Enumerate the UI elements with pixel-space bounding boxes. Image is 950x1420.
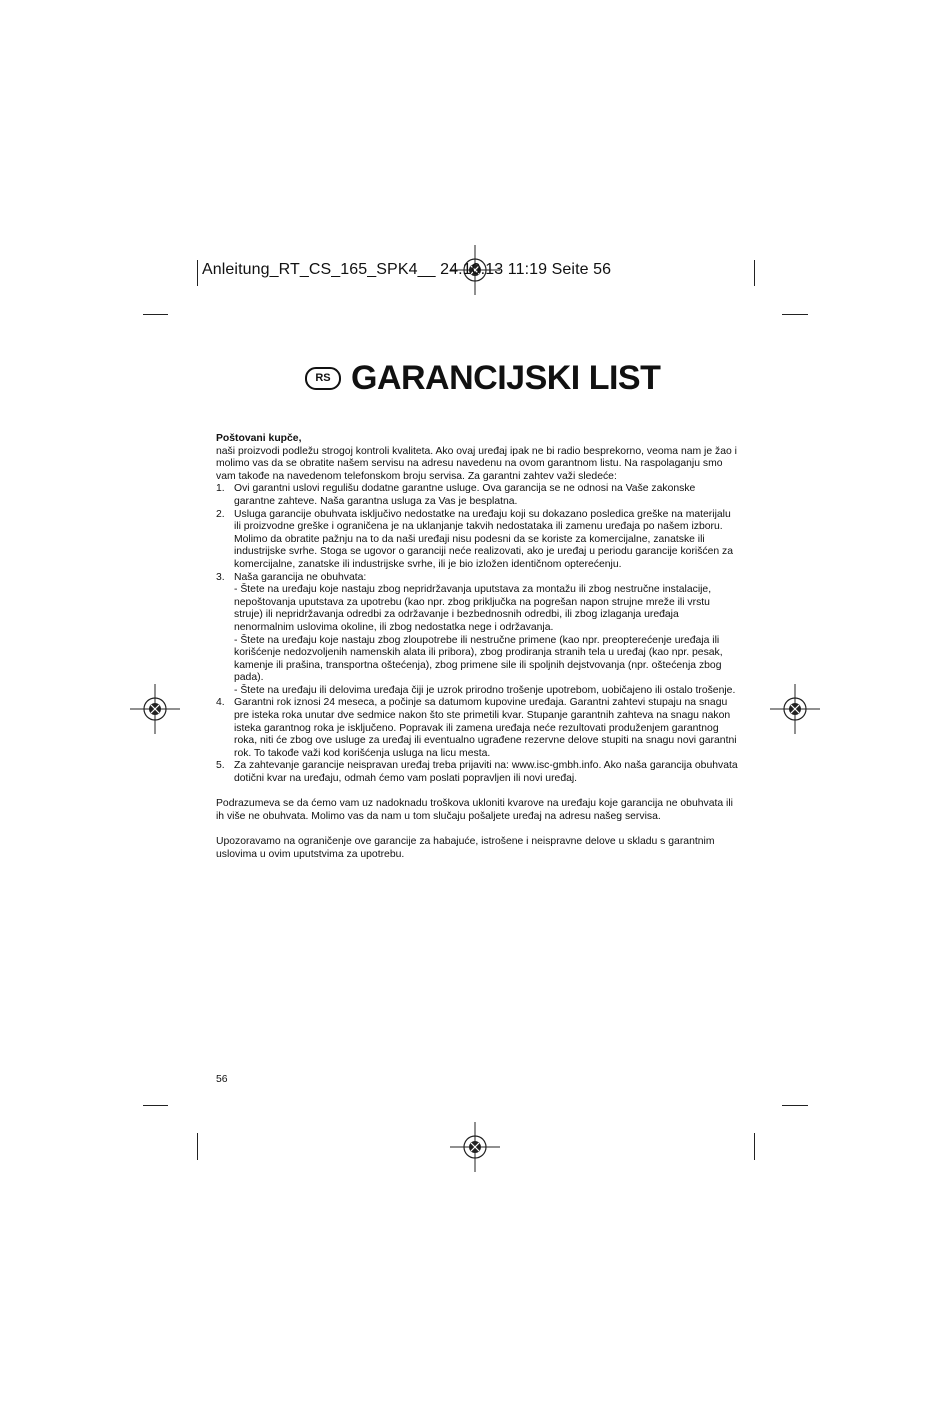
print-slug-header: Anleitung_RT_CS_165_SPK4__ 24.10.13 11:19 Seite 56 [202, 261, 612, 278]
page-number: 56 [216, 1074, 228, 1085]
crop-mark-top-left-h [143, 314, 168, 315]
list-item [216, 483, 738, 508]
list-subitem: - Štete na uređaju koje nastaju zbog nepridržavanja uputstava za montažu ili zbog nestručne instalacije, nepoštovanja uputstava za upotrebu (kao npr. zbog priključka na pogrešan napon strujne mreže ili vrstu struje) ili nepridržavanja odredbi za održavanje i bezbednosnih odredbi, ili zbog izlaganja uređaja nenormalnim uslovima okoline, ili zbog nedostatka nege i održavanja. [234, 584, 712, 633]
crop-mark-top-right-h [782, 314, 808, 315]
limitation-paragraph: Upozoravamo na ograničenje ove garancije za habajuće, istrošene i neispravne delove u skladu s garantnim uslovima u ovim uputstvima za upotrebu. [216, 836, 715, 860]
crop-mark-bottom-left [197, 1133, 198, 1160]
intro-paragraph: naši proizvodi podležu strogoj kontroli kvaliteta. Ako ovaj uređaj ipak ne bi radio besprekorno, veoma nam je žao i molimo vas da se obratite našem servisu na adresu navedenu na ovom garantnom listu. Na raspolaganju smo vam takođe na navedenom telefonskom broju servisa. Za garantni zahtev važi sledeće: [216, 445, 737, 482]
list-item-text: Za zahtevanje garancije neispravan uređaj treba prijaviti na: www.isc-gmbh.info. Ako naša garancija obuhvata dotični kvar na uređaju, odmah ćemo vam poslati popravljen ili novi uređaj. [234, 760, 738, 785]
country-badge: RS [305, 367, 341, 390]
list-item-text: Naša garancija ne obuhvata: [234, 571, 367, 583]
crop-mark-top-right [754, 260, 755, 286]
list-subitem: - Štete na uređaju ili delovima uređaja čiji je uzrok prirodno trošenje upotrebom, uobičajeno ili ostalo trošenje. [234, 684, 736, 696]
list-item-number: 1. [216, 483, 225, 495]
warranty-conditions-list [216, 483, 738, 785]
list-item-number: 3. [216, 571, 225, 583]
list-item-number: 5. [216, 760, 225, 772]
crop-mark-bottom-right [754, 1133, 755, 1160]
list-subitem: - Štete na uređaju koje nastaju zbog zloupotrebe ili nestručne primene (kao npr. preopterećenje uređaja ili korišćenje nedozvoljenih namenskih alata ili pribora), zbog prodiranja stranih tela u uređaj (kao npr. pesak, kamenje ili prašina, transportna oštećenja), zbog primene sile ili spoljnih dejstvovanja (npr. oštećenja zbog pada). [234, 634, 723, 684]
list-item-number: 4. [216, 697, 225, 709]
list-item-number: 2. [216, 508, 225, 520]
registration-mark-bottom-icon [450, 1122, 500, 1172]
registration-mark-left-icon [130, 684, 180, 734]
repair-paragraph: Podrazumeva se da ćemo vam uz nadoknadu troškova ukloniti kvarove na uređaju koje garancija ne obuhvata ili ih više ne obuhvata. Molimo vas da nam u tom slučaju pošaljete uređaj na adresu našeg servisa. [216, 798, 733, 822]
crop-mark-top-left [197, 260, 198, 286]
warranty-body [216, 433, 738, 861]
list-item-text: Garantni rok iznosi 24 meseca, a počinje sa datumom kupovine uređaja. Garantni zahtevi stupaju na snagu pre isteka roka unutar dve sedmice nakon što ste primetili kvar. Stupanje garantnih zahteva na snagu nakon isteka garantnog roka je isključeno. Popravak ili zamena uređaja neće rezultovati produženjem garantnog roka, niti će zbog ove usluge za uređaj ili eventualno ugrađene rezervne delove stupiti na snagu novi garantni rok. To takođe važi kod korišćenja usluga na licu mesta. [234, 697, 737, 759]
list-item-text: Ovi garantni uslovi regulišu dodatne garantne usluge. Ova garancija se ne odnosi na Vaše zakonske garantne zahteve. Naša garantna usluga za Vas je besplatna. [234, 483, 696, 507]
list-item-text: Usluga garancije obuhvata isključivo nedostatke na uređaju koji su dokazano posledica greške na materijalu ili proizvodne greške i ograničena je na uklanjanje takvih nedostataka ili zamenu uređaja po našem izboru. Molimo da obratite pažnju na to da naši uređaji nisu podesni da se koriste za komercijalne, zanatske ili industrijske svrhe. Stoga se ugovor o garanciji neće realizovati, ako je uređaj u periodu garancije korišćen za komercijalne, zanatske ili industrijske svrhe, ili je bio izložen identičnom opterećenju. [234, 508, 734, 570]
title-text: GARANCIJSKI LIST [351, 358, 661, 397]
list-item [216, 697, 738, 760]
page-title [305, 356, 660, 400]
registration-mark-right-icon [770, 684, 820, 734]
greeting: Poštovani kupče, [216, 433, 302, 444]
crop-mark-bottom-right-h [782, 1105, 808, 1106]
list-item [216, 760, 738, 785]
list-item [216, 572, 738, 698]
list-item [216, 509, 738, 572]
crop-mark-bottom-left-h [143, 1105, 168, 1106]
